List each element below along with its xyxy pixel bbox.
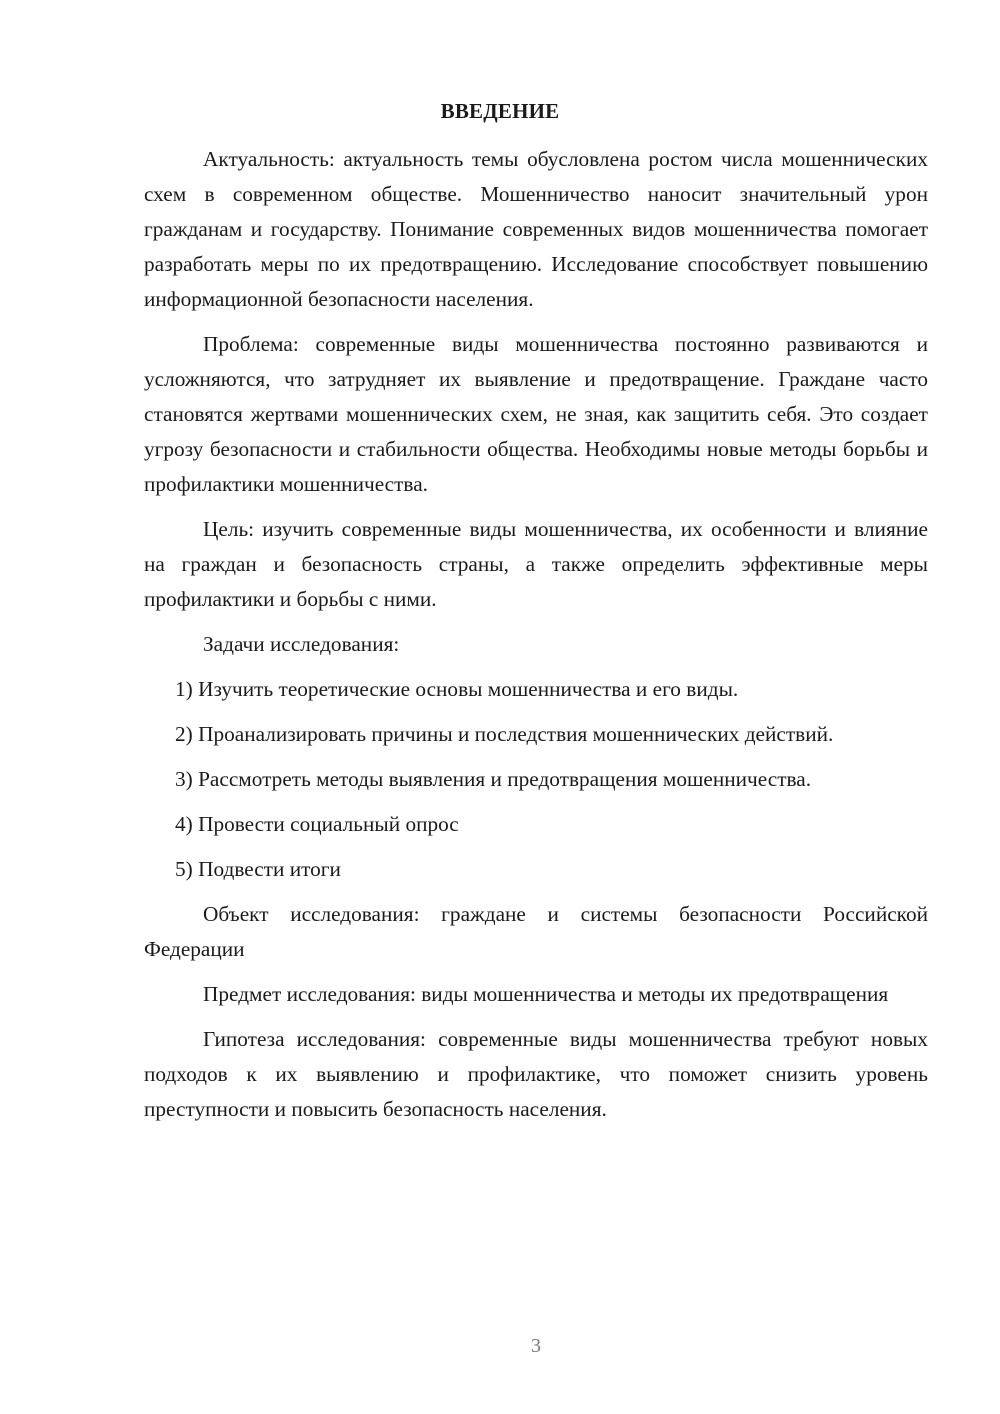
task-item: 4) Провести социальный опрос: [175, 812, 459, 836]
paragraph-problem: Проблема: современные виды мошенничества постоянно развиваются и усложняются, что затрудняет их выявление и предотвращение. Граждане часто становятся жертвами мошеннических схем, не зная, как защитить себя. Это создает угрозу безопасности и стабильности общества. Необходимы новые методы борьбы и профилактики мошенничества.: [144, 332, 928, 496]
task-item: 5) Подвести итоги: [175, 857, 341, 881]
page-number: 3: [531, 1335, 541, 1357]
paragraph-goal: Цель: изучить современные виды мошенничества, их особенности и влияние на граждан и безопасность страны, а также определить эффективные меры профилактики и борьбы с ними.: [144, 517, 928, 611]
section-title: ВВЕДЕНИЕ: [440, 99, 560, 123]
paragraph-relevance: Актуальность: актуальность темы обусловлена ростом числа мошеннических схем в современном обществе. Мошенничество наносит значительный урон гражданам и государству. Понимание современных видов мошенничества помогает разработать меры по их предотвращению. Исследование способствует повышению информационной безопасности населения.: [144, 147, 928, 311]
task-item: 3) Рассмотреть методы выявления и предотвращения мошенничества.: [175, 767, 812, 791]
paragraph-hypothesis: Гипотеза исследования: современные виды мошенничества требуют новых подходов к их выявлению и профилактике, что поможет снизить уровень преступности и повысить безопасность населения.: [144, 1027, 928, 1121]
document-body: [144, 142, 928, 1137]
paragraph-tasks-heading: Задачи исследования:: [203, 632, 400, 656]
paragraph-subject: Предмет исследования: виды мошенничества и методы их предотвращения: [203, 982, 889, 1006]
paragraph-object: Объект исследования: граждане и системы безопасности Российской Федерации: [144, 902, 928, 961]
task-item: 1) Изучить теоретические основы мошенничества и его виды.: [175, 677, 739, 701]
task-item: 2) Проанализировать причины и последствия мошеннических действий.: [175, 722, 834, 746]
